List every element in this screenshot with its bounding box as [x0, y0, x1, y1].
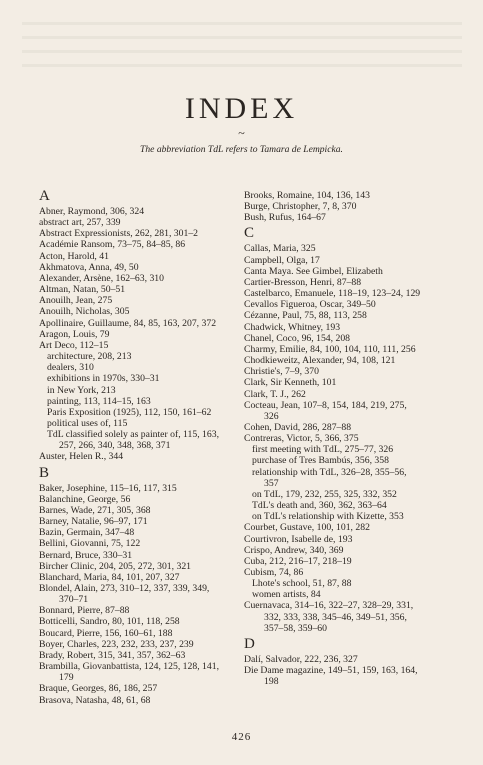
index-subentry: women artists, 84: [252, 589, 321, 601]
section-letter: D: [244, 635, 255, 652]
index-entry: Cevallos Figueroa, Oscar, 349–50: [244, 299, 376, 311]
index-entry: Crispo, Andrew, 340, 369: [244, 544, 344, 556]
index-entry: Christie's, 7–9, 370: [244, 366, 319, 378]
index-subentry: dealers, 310: [47, 362, 94, 374]
section-letter: A: [39, 188, 50, 204]
section-letter: C: [244, 225, 255, 242]
index-entry: Altman, Natan, 50–51: [39, 284, 126, 296]
index-entry: Bircher Clinic, 204, 205, 272, 301, 321: [39, 560, 192, 572]
bleed-line: [22, 36, 462, 39]
index-entry: Bonnard, Pierre, 87–88: [39, 605, 130, 617]
index-subentry: 257, 266, 340, 348, 368, 371: [59, 440, 171, 452]
index-subentry: TdL classified solely as painter of, 115, 163,: [47, 429, 219, 441]
index-entry: Brooks, Romaine, 104, 136, 143: [244, 190, 370, 201]
index-entry: Baker, Josephine, 115–16, 117, 315: [39, 482, 177, 494]
index-entry: Abner, Raymond, 306, 324: [39, 206, 145, 217]
index-subentry: 326: [264, 410, 279, 422]
index-entry: Blondel, Alain, 273, 310–12, 337, 339, 349,: [39, 583, 210, 594]
index-entry: Blanchard, Maria, 84, 101, 207, 327: [39, 571, 180, 583]
index-entry: Cuernavaca, 314–16, 322–27, 328–29, 331,: [244, 600, 414, 612]
index-subentry: painting, 113, 114–15, 163: [47, 395, 151, 407]
index-entry: Barney, Natalie, 96–97, 171: [39, 516, 148, 528]
index-column-left: [39, 190, 245, 706]
index-entry: Braque, Georges, 86, 186, 257: [39, 683, 158, 695]
index-entry: Académie Ransom, 73–75, 84–85, 86: [39, 239, 186, 251]
index-entry: Bernard, Bruce, 330–31: [39, 549, 133, 561]
index-entry: Cohen, David, 286, 287–88: [244, 421, 352, 433]
index-subentry: 357: [264, 477, 279, 489]
index-entry: Anouilh, Jean, 275: [39, 295, 113, 307]
index-subentry: relationship with TdL, 326–28, 355–56,: [252, 466, 407, 478]
index-subentry: in New York, 213: [47, 384, 116, 396]
page-title: INDEX: [184, 92, 299, 125]
index-subentry: on TdL, 179, 232, 255, 325, 332, 352: [252, 488, 397, 500]
index-subentry: 370–71: [59, 594, 89, 606]
index-entry: abstract art, 257, 339: [39, 217, 121, 229]
index-entry: Clark, Sir Kenneth, 101: [244, 377, 337, 389]
index-column-right: [244, 190, 450, 687]
index-subentry: purchase of Tres Bambús, 356, 358: [252, 455, 389, 467]
index-entry: Callas, Maria, 325: [244, 243, 316, 255]
index-entry: Art Deco, 112–15: [39, 339, 109, 351]
index-entry: Campbell, Olga, 17: [244, 254, 320, 266]
index-entry: Botticelli, Sandro, 80, 101, 118, 258: [39, 616, 180, 628]
index-entry: Auster, Helen R., 344: [39, 451, 124, 463]
index-subentry: on TdL's relationship with Kizette, 353: [252, 511, 404, 523]
index-entry: Castelbarco, Emanuele, 118–19, 123–24, 129: [244, 288, 421, 300]
page-number: 426: [231, 731, 252, 743]
index-entry: Brady, Robert, 315, 341, 357, 362–63: [39, 649, 186, 661]
index-entry: Apollinaire, Guillaume, 84, 85, 163, 207, 372: [39, 317, 217, 329]
index-entry: Courbet, Gustave, 100, 101, 282: [244, 522, 370, 534]
index-entry: Abstract Expressionists, 262, 281, 301–2: [39, 228, 199, 240]
index-entry: Clark, T. J., 262: [244, 388, 306, 400]
ornament-icon: ~: [238, 126, 245, 140]
index-entry: Charmy, Emilie, 84, 100, 104, 110, 111, 256: [244, 343, 416, 355]
bleed-through-text: [0, 0, 483, 80]
index-entry: Burge, Christopher, 7, 8, 370: [244, 201, 357, 213]
index-entry: Die Dame magazine, 149–51, 159, 163, 164,: [244, 665, 418, 677]
index-entry: Cocteau, Jean, 107–8, 154, 184, 219, 275,: [244, 399, 407, 411]
index-entry: Canta Maya. See Gimbel, Elizabeth: [244, 265, 383, 277]
index-subentry: Paris Exposition (1925), 112, 150, 161–62: [47, 406, 212, 418]
bleed-line: [22, 22, 462, 25]
index-subentry: 179: [59, 672, 74, 684]
index-subentry: TdL's death and, 360, 362, 363–64: [252, 500, 387, 512]
bleed-line: [22, 64, 462, 67]
index-entry: Bazin, Germain, 347–48: [39, 527, 135, 539]
index-entry: Cézanne, Paul, 75, 88, 113, 258: [244, 310, 367, 322]
index-entry: Chodkieweitz, Alexander, 94, 108, 121: [244, 355, 396, 367]
index-entry: Cubism, 74, 86: [244, 567, 304, 578]
index-entry: Contreras, Victor, 5, 366, 375: [244, 433, 359, 445]
index-subentry: architecture, 208, 213: [47, 351, 132, 363]
index-entry: Chanel, Coco, 96, 154, 208: [244, 332, 351, 344]
index-entry: Akhmatova, Anna, 49, 50: [39, 261, 139, 273]
index-entry: Bellini, Giovanni, 75, 122: [39, 538, 141, 550]
index-entry: Courtivron, Isabelle de, 193: [244, 533, 353, 545]
index-entry: Chadwick, Whitney, 193: [244, 321, 341, 333]
index-entry: Bush, Rufus, 164–67: [244, 212, 326, 224]
index-entry: Brasova, Natasha, 48, 61, 68: [39, 694, 151, 706]
index-subentry: 357–58, 359–60: [264, 622, 327, 634]
index-entry: Cuba, 212, 216–17, 218–19: [244, 555, 352, 567]
index-entry: Cartier-Bresson, Henri, 87–88: [244, 276, 362, 288]
index-subentry: political uses of, 115: [47, 417, 128, 429]
index-entry: Balanchine, George, 56: [39, 493, 131, 505]
index-subentry: 332, 333, 338, 345–46, 349–51, 356,: [264, 611, 407, 623]
index-entry: Aragon, Louis, 79: [39, 328, 110, 340]
bleed-line: [22, 50, 462, 53]
index-entry: Alexander, Arsène, 162–63, 310: [39, 272, 164, 284]
index-subentry: 198: [264, 676, 279, 688]
index-entry: Acton, Harold, 41: [39, 250, 109, 262]
index-subentry: Lhote's school, 51, 87, 88: [252, 578, 352, 590]
index-entry: Boucard, Pierre, 156, 160–61, 188: [39, 627, 173, 639]
section-letter: B: [39, 464, 50, 481]
index-entry: Dalí, Salvador, 222, 236, 327: [244, 653, 358, 665]
index-note-text: The abbreviation TdL refers to Tamara de Lempicka.: [140, 144, 343, 155]
index-subentry: first meeting with TdL, 275–77, 326: [252, 444, 394, 456]
index-entry: Anouilh, Nicholas, 305: [39, 306, 130, 318]
index-entry: Barnes, Wade, 271, 305, 368: [39, 504, 151, 516]
index-entry: Boyer, Charles, 223, 232, 233, 237, 239: [39, 638, 194, 650]
index-entry: Brambilla, Giovanbattista, 124, 125, 128, 141,: [39, 661, 220, 673]
index-subentry: exhibitions in 1970s, 330–31: [47, 373, 160, 385]
index-note: [0, 144, 483, 155]
